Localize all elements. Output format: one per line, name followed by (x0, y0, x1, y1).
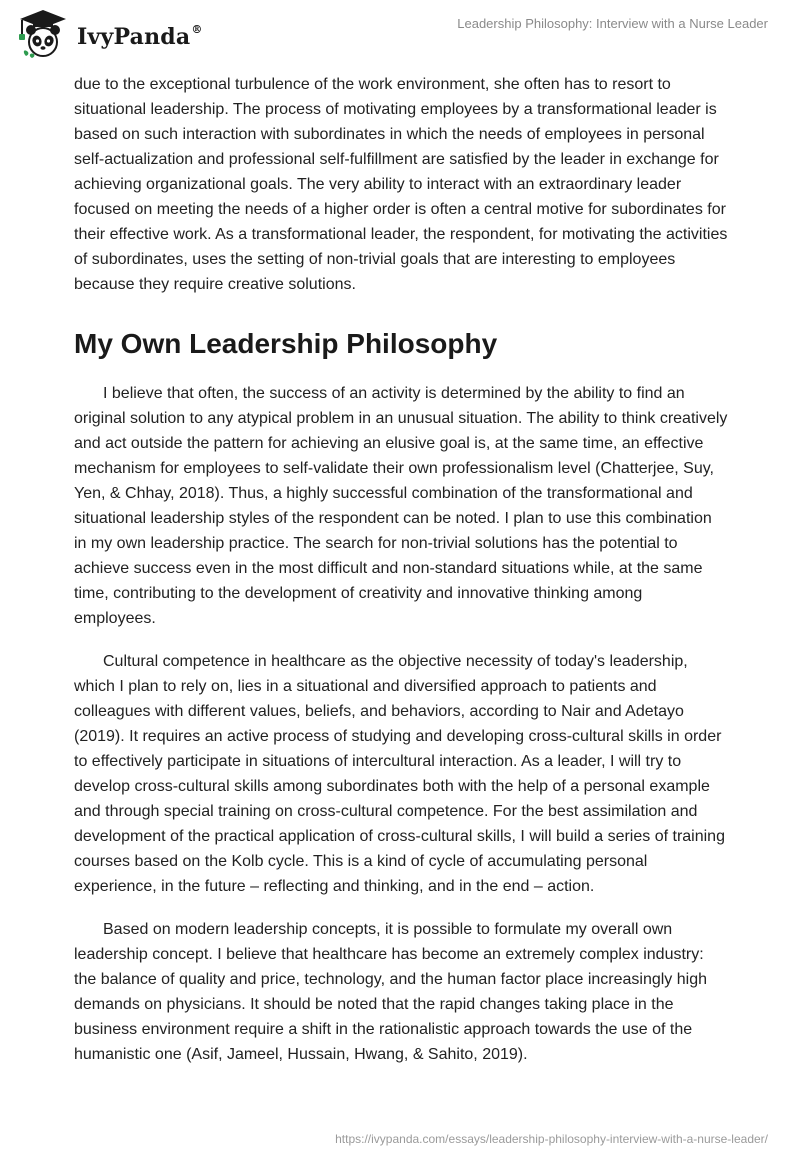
registered-mark: ® (191, 22, 203, 36)
body-paragraph-1: I believe that often, the success of an activity is determined by the ability to find an original solution to any atypical problem in an unusual situation. The ability to think creatively and act outside the pattern for achieving an elusive goal is, at the same time, an effective mechanism for employees to self-validate their own professionalism level (Chatterjee, Suy, Yen, & Chhay, 2018). Thus, a highly successful combination of the transformational and situational leadership styles of the respondent can be noted. I plan to use this combination in my own leadership practice. The search for non-trivial solutions has the potential to achieve success even in the most difficult and non-standard situations while, at the same time, contributing to the development of creativity and innovative thinking among employees. (74, 385, 728, 627)
source-url[interactable]: https://ivypanda.com/essays/leadership-philosophy-interview-with-a-nurse-leader/ (335, 1132, 768, 1146)
brand-text: IvyPanda (77, 24, 191, 50)
essay-body (74, 72, 728, 1085)
panda-graduation-cap-icon (14, 8, 72, 58)
page-header (0, 0, 800, 64)
document-title: Leadership Philosophy: Interview with a Nurse Leader (457, 16, 768, 31)
ivypanda-logo[interactable] (14, 8, 214, 58)
section-heading: My Own Leadership Philosophy (74, 328, 498, 359)
intro-paragraph: due to the exceptional turbulence of the work environment, she often has to resort to situational leadership. The process of motivating employees by a transformational leader is based on such interaction with subordinates in which the needs of employees in personal self-actualization and professional self-fulfillment are satisfied by the leader in exchange for achieving organizational goals. The very ability to interact with an extraordinary leader focused on meeting the needs of a higher order is often a central motive for subordinates for their effective work. As a transformational leader, the respondent, for motivating the activities of subordinates, uses the setting of non-trivial goals that are interesting to employees because they require creative solutions. (74, 76, 728, 293)
body-paragraph-3: Based on modern leadership concepts, it is possible to formulate my overall own leadership concept. I believe that healthcare has become an extremely complex industry: the balance of quality and price, technology, and the human factor place increasingly high demands on physicians. It should be noted that the rapid changes taking place in the business environment require a shift in the rationalistic approach towards the use of the humanistic one (Asif, Jameel, Hussain, Hwang, & Sahito, 2019). (74, 921, 707, 1063)
body-paragraph-2: Cultural competence in healthcare as the objective necessity of today's leadership, which I plan to rely on, lies in a situational and diversified approach to patients and colleagues with different values, beliefs, and behaviors, according to Nair and Adetayo (2019). It requires an active process of studying and developing cross-cultural skills in order to effectively participate in situations of intercultural interaction. As a leader, I will try to develop cross-cultural skills among subordinates both with the help of a personal example and through special training on cross-cultural competence. For the best assimilation and development of the practical application of cross-cultural skills, I will build a series of training courses based on the Kolb cycle. This is a kind of cycle of accumulating personal experience, in the future – reflecting and thinking, and in the end – action. (74, 653, 725, 895)
brand-name (77, 24, 203, 50)
